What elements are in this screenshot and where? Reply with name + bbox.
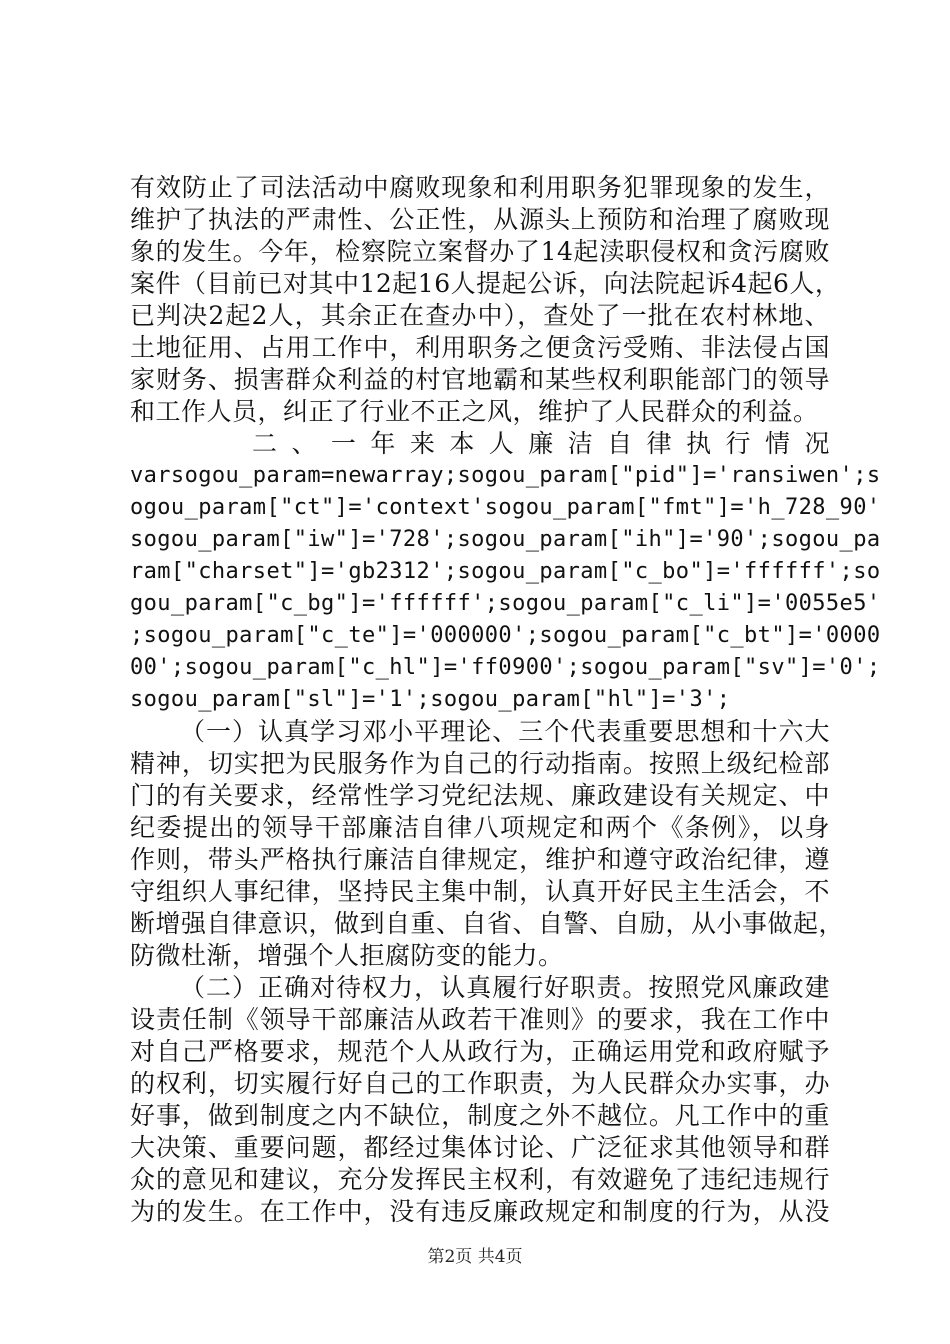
- code-text-line: varsogou_param=newarray;sogou_param["pid"]='ransiwen';s: [130, 463, 881, 488]
- page-number-footer: 第2页 共4页: [427, 1247, 523, 1267]
- body-text-line: 象的发生。今年，检察院立案督办了14起渎职侵权和贪污腐败: [130, 237, 830, 266]
- code-text-line: sogou_param["sl"]='1';sogou_param["hl"]='3';: [130, 687, 731, 712]
- body-text-line: 维护了执法的严肃性、公正性，从源头上预防和治理了腐败现: [130, 205, 830, 234]
- body-text-line: 众的意见和建议，充分发挥民主权利，有效避免了违纪违规行: [130, 1165, 830, 1194]
- section-heading: 二、一年来本人廉洁自律执行情况: [252, 429, 830, 458]
- body-text-line: 好事，做到制度之内不缺位，制度之外不越位。凡工作中的重: [130, 1101, 830, 1130]
- paragraph-first-line: （二）正确对待权力，认真履行好职责。按照党风廉政建: [180, 973, 830, 1002]
- code-text-line: gou_param["c_bg"]='ffffff';sogou_param["c_li"]='0055e5': [130, 591, 881, 616]
- body-text-line: 作则，带头严格执行廉洁自律规定，维护和遵守政治纪律，遵: [130, 845, 830, 874]
- code-text-line: ;sogou_param["c_te"]='000000';sogou_param["c_bt"]='0000: [130, 623, 881, 648]
- body-text-line: 防微杜渐，增强个人拒腐防变的能力。: [130, 941, 564, 970]
- body-text-line: 精神，切实把为民服务作为自己的行动指南。按照上级纪检部: [130, 749, 830, 778]
- body-text-line: 对自己严格要求，规范个人从政行为，正确运用党和政府赋予: [130, 1037, 830, 1066]
- body-text-line: 纪委提出的领导干部廉洁自律八项规定和两个《条例》，以身: [130, 813, 830, 842]
- body-text-line: 有效防止了司法活动中腐败现象和利用职务犯罪现象的发生，: [130, 173, 830, 202]
- body-text-line: 家财务、损害群众利益的村官地霸和某些权利职能部门的领导: [130, 365, 830, 394]
- document-body: [130, 172, 881, 1228]
- body-text-line: 土地征用、占用工作中，利用职务之便贪污受贿、非法侵占国: [130, 333, 830, 362]
- body-text-line: 大决策、重要问题，都经过集体讨论、广泛征求其他领导和群: [130, 1133, 830, 1162]
- body-text-line: 和工作人员，纠正了行业不正之风，维护了人民群众的利益。: [130, 397, 819, 426]
- paragraph-first-line: （一）认真学习邓小平理论、三个代表重要思想和十六大: [180, 717, 830, 746]
- code-text-line: 00';sogou_param["c_hl"]='ff0900';sogou_param["sv"]='0';: [130, 655, 881, 680]
- body-text-line: 门的有关要求，经常性学习党纪法规、廉政建设有关规定、中: [130, 781, 830, 810]
- body-text-line: 已判决2起2人，其余正在查办中），查处了一批在农村林地、: [130, 301, 830, 330]
- code-text-line: sogou_param["iw"]='728';sogou_param["ih"]='90';sogou_pa: [130, 527, 881, 552]
- body-text-line: 断增强自律意识，做到自重、自省、自警、自励，从小事做起，: [130, 909, 845, 938]
- body-text-line: 案件（目前已对其中12起16人提起公诉，向法院起诉4起6人，: [130, 269, 841, 298]
- body-text-line: 设责任制《领导干部廉洁从政若干准则》的要求，我在工作中: [130, 1005, 830, 1034]
- code-text-line: ogou_param["ct"]='context'sogou_param["fmt"]='h_728_90': [130, 495, 881, 520]
- body-text-line: 守组织人事纪律，坚持民主集中制，认真开好民主生活会，不: [130, 877, 830, 906]
- code-text-line: ram["charset"]='gb2312';sogou_param["c_bo"]='ffffff';so: [130, 559, 881, 584]
- body-text-line: 的权利，切实履行好自己的工作职责，为人民群众办实事，办: [130, 1069, 830, 1098]
- body-text-line: 为的发生。在工作中，没有违反廉政规定和制度的行为，从没: [130, 1197, 830, 1226]
